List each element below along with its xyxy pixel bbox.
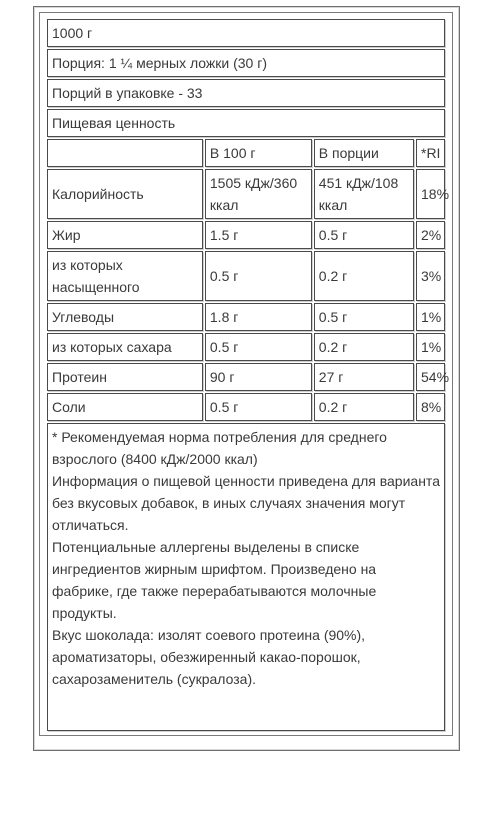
- column-header-ri: *RI: [416, 139, 445, 167]
- value-ri: 1%: [416, 303, 445, 331]
- value-per100: 1505 кДж/360 ккал: [205, 169, 312, 219]
- package-weight: 1000 г: [47, 19, 445, 47]
- row-label: Жир: [47, 221, 203, 249]
- row-label: из которых насыщенного: [47, 251, 203, 301]
- table-row: [47, 363, 445, 391]
- value-per-serving: 451 кДж/108 ккал: [314, 169, 414, 219]
- table-row: [47, 169, 445, 219]
- note-ri: * Рекомендуемая норма потребления для среднего взрослого (8400 кДж/2000 ккал): [52, 429, 387, 467]
- table-row: [47, 251, 445, 301]
- row-label: Углеводы: [47, 303, 203, 331]
- table-row: [47, 109, 445, 137]
- table-row: [47, 19, 445, 47]
- table-row: [47, 79, 445, 107]
- nutrition-table: [45, 17, 450, 733]
- table-row: [47, 393, 445, 421]
- note-variant: Информация о пищевой ценности приведена для варианта без вкусовых добавок, в иных случаях значения могут отличаться.: [52, 473, 440, 533]
- servings-per-package: Порций в упаковке - 33: [47, 79, 445, 107]
- value-ri: 18%: [416, 169, 445, 219]
- row-label: из которых сахара: [47, 333, 203, 361]
- value-per100: 1.5 г: [205, 221, 312, 249]
- serving-size: Порция: 1 ¼ мерных ложки (30 г): [47, 49, 445, 77]
- value-ri: 1%: [416, 333, 445, 361]
- notes-cell: [47, 423, 445, 731]
- column-header-empty: [47, 139, 203, 167]
- value-per-serving: 0.2 г: [314, 251, 414, 301]
- value-per-serving: 0.2 г: [314, 333, 414, 361]
- table-row: [47, 423, 445, 731]
- nutrition-title: Пищевая ценность: [47, 109, 445, 137]
- value-ri: 2%: [416, 221, 445, 249]
- value-per-serving: 0.5 г: [314, 303, 414, 331]
- value-per100: 90 г: [205, 363, 312, 391]
- value-per-serving: 0.5 г: [314, 221, 414, 249]
- row-label: Калорийность: [47, 169, 203, 219]
- column-header-per-serving: В порции: [314, 139, 414, 167]
- value-per-serving: 0.2 г: [314, 393, 414, 421]
- column-header-per100: В 100 г: [205, 139, 312, 167]
- note-allergens: Потенциальные аллергены выделены в списке ингредиентов жирным шрифтом. Произведено на фабрике, где также перерабатываются молочные продукты.: [52, 539, 377, 621]
- table-row: [47, 333, 445, 361]
- note-ingredients: Вкус шоколада: изолят соевого протеина (90%), ароматизаторы, обезжиренный какао-порошок, сахарозаменитель (сукралоза).: [52, 627, 366, 687]
- row-label: Соли: [47, 393, 203, 421]
- row-label: Протеин: [47, 363, 203, 391]
- value-ri: 8%: [416, 393, 445, 421]
- value-per-serving: 27 г: [314, 363, 414, 391]
- table-row: [47, 49, 445, 77]
- value-per100: 1.8 г: [205, 303, 312, 331]
- value-ri: 54%: [416, 363, 445, 391]
- value-per100: 0.5 г: [205, 333, 312, 361]
- value-ri: 3%: [416, 251, 445, 301]
- table-header-row: [47, 139, 445, 167]
- table-row: [47, 221, 445, 249]
- table-row: [47, 303, 445, 331]
- value-per100: 0.5 г: [205, 251, 312, 301]
- value-per100: 0.5 г: [205, 393, 312, 421]
